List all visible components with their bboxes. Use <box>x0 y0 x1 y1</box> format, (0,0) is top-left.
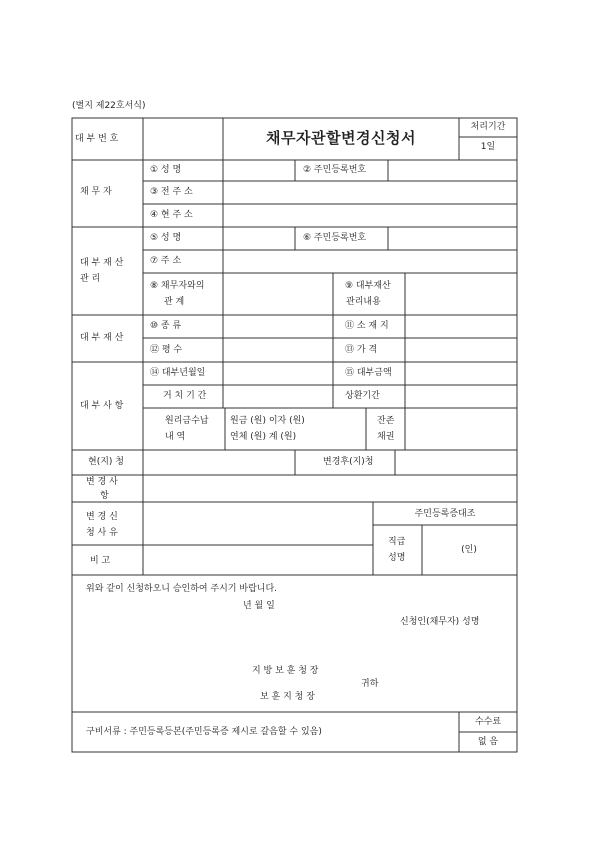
remarks-input[interactable] <box>145 546 371 574</box>
loan-paid-detail-2: 연체 (원) 계 (원) <box>230 432 297 442</box>
debtor-current-address-input[interactable] <box>225 205 515 226</box>
recipient-honorific: 귀하 <box>361 679 379 689</box>
property-location-input[interactable] <box>407 316 515 337</box>
debtor-name-input[interactable] <box>225 161 293 180</box>
manager-name-input[interactable] <box>225 228 293 249</box>
loan-grace-label: 거 치 기 간 <box>163 391 207 401</box>
staff-label-1: 직급 <box>388 537 406 547</box>
manager-section-label-1: 대 부 재 산 <box>80 258 124 268</box>
debtor-rrn-label: ② 주민등록번호 <box>303 165 367 175</box>
manager-name-label: ⑤ 성 명 <box>150 233 182 243</box>
property-location-label: ⑪ 소 재 지 <box>345 321 389 331</box>
loan-repayment-label: 상환기간 <box>345 391 380 401</box>
change-items-label-2: 항 <box>100 491 109 501</box>
loan-repayment-input[interactable] <box>407 386 515 407</box>
property-area-input[interactable] <box>225 339 331 361</box>
property-price-label: ⑬ 가 격 <box>345 345 378 355</box>
property-section-label: 대 부 재 산 <box>80 333 124 343</box>
staff-label-2: 성명 <box>388 553 406 563</box>
recipient-branch-office: 보 훈 지 청 장 <box>260 692 315 702</box>
manager-rrn-input[interactable] <box>390 228 515 249</box>
manager-section-label-2: 관 리 <box>80 274 101 284</box>
loan-balance-label-1: 잔존 <box>377 416 395 426</box>
processing-period-label: 처리기간 <box>470 122 506 132</box>
loan-section-label: 대 부 사 항 <box>80 401 124 411</box>
property-type-input[interactable] <box>225 316 331 337</box>
required-documents: 구비서류 : 주민등록등본(주민등록증 제시로 갈음할 수 있음) <box>86 727 322 737</box>
new-office-label: 변경후(지)청 <box>323 457 374 467</box>
change-items-label-1: 변 경 사 <box>86 477 118 487</box>
id-check-label: 주민등록증대조 <box>414 509 476 519</box>
manager-rrn-label: ⑥ 주민등록번호 <box>303 233 367 243</box>
manager-relation-label-1: ⑧ 채무자와의 <box>150 281 205 291</box>
manager-relation-input[interactable] <box>225 274 331 314</box>
loan-amount-label: ⑮ 대부금액 <box>345 368 392 378</box>
manager-relation-label-2: 관 계 <box>164 297 185 307</box>
manager-address-label: ⑦ 주 소 <box>150 256 182 266</box>
property-area-label: ⑫ 평 수 <box>150 345 183 355</box>
debtor-previous-address-input[interactable] <box>225 182 515 203</box>
current-office-input[interactable] <box>145 451 293 474</box>
processing-period-value: 1일 <box>480 142 496 152</box>
current-office-label: 현(지) 청 <box>88 457 124 467</box>
remarks-label: 비 고 <box>90 556 111 566</box>
recipient-regional-office: 지 방 보 훈 청 장 <box>252 666 319 676</box>
new-office-input[interactable] <box>397 451 515 474</box>
application-date: 년 월 일 <box>243 601 275 611</box>
debtor-rrn-input[interactable] <box>390 161 515 180</box>
loan-number-label: 대 부 번 호 <box>75 134 119 144</box>
loan-amount-input[interactable] <box>407 363 515 384</box>
loan-paid-label-1: 원리금수납 <box>165 416 209 426</box>
form-title: 채무자관할변경신청서 <box>266 129 416 147</box>
form-number: (별지 제22호서식) <box>72 101 146 111</box>
applicant-signature-label: 신청인(채무자) 성명 <box>400 617 480 627</box>
loan-paid-label-2: 내 역 <box>165 432 186 442</box>
manager-management-input[interactable] <box>407 274 515 314</box>
declaration-text: 위와 같이 신청하오니 승인하여 주시기 바랍니다. <box>86 584 278 594</box>
property-price-input[interactable] <box>407 339 515 361</box>
manager-management-label-1: ⑨ 대부재산 <box>345 281 391 291</box>
loan-date-label: ⑭ 대부년월일 <box>150 368 206 378</box>
loan-number-input[interactable] <box>145 120 221 158</box>
change-reason-label-1: 변 경 신 <box>86 512 118 522</box>
manager-address-input[interactable] <box>225 251 515 272</box>
change-items-input[interactable] <box>145 476 515 501</box>
property-type-label: ⑩ 종 류 <box>150 321 182 331</box>
debtor-previous-address-label: ③ 전 주 소 <box>150 187 193 197</box>
loan-paid-detail-1: 원금 (원) 이자 (원) <box>230 416 305 426</box>
loan-balance-label-2: 채권 <box>377 432 395 442</box>
change-reason-label-2: 청 사 유 <box>86 528 118 538</box>
debtor-name-label: ① 성 명 <box>150 165 182 175</box>
loan-balance-input[interactable] <box>407 409 515 449</box>
loan-grace-input[interactable] <box>225 386 331 407</box>
fee-value: 없 음 <box>477 737 499 747</box>
debtor-current-address-label: ④ 현 주 소 <box>150 210 193 220</box>
debtor-section-label: 채 무 자 <box>80 187 112 197</box>
loan-date-input[interactable] <box>225 363 331 384</box>
fee-label: 수수료 <box>474 717 502 727</box>
change-reason-input[interactable] <box>145 503 371 544</box>
seal-mark: (인) <box>461 545 477 555</box>
manager-management-label-2: 관리내용 <box>346 297 381 307</box>
